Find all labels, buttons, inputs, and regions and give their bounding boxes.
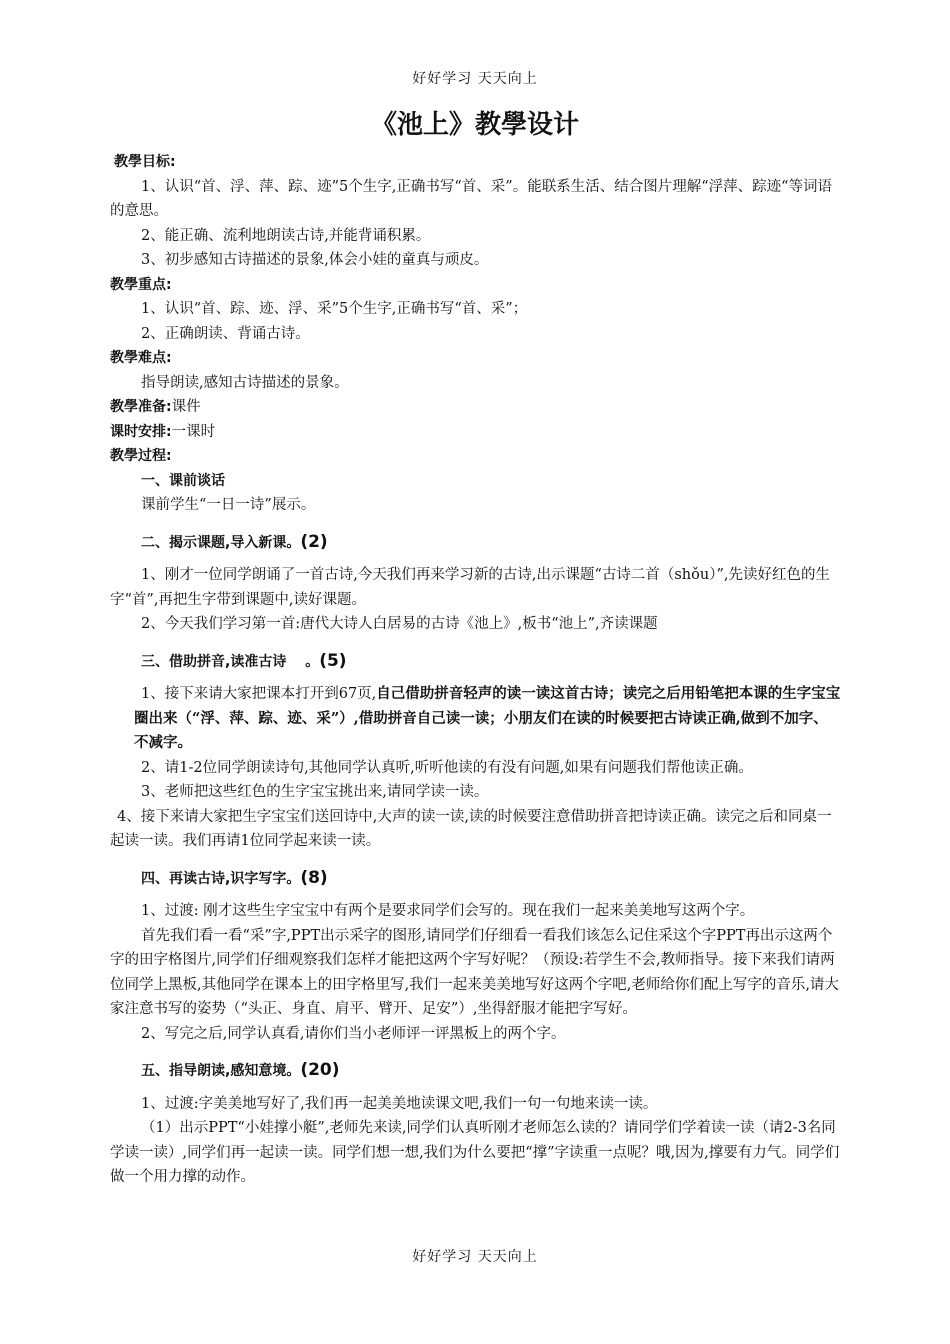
section-2-paragraph: 2、今天我们学习第一首:唐代大诗人白居易的古诗《池上》,板书“池上”,齐读课题 bbox=[141, 616, 658, 632]
page-header: 好好学习 天天向上 bbox=[412, 71, 538, 87]
section-4-title: 四、再读古诗,识字写字。(8) bbox=[141, 867, 328, 888]
section-1-paragraph: 课前学生“一日一诗”展示。 bbox=[141, 497, 316, 513]
section-5-title: 五、指导朗读,感知意境。(20) bbox=[141, 1060, 340, 1080]
difficulties-text: 指导朗读,感知古诗描述的景象。 bbox=[141, 374, 349, 391]
schedule-line: 课时安排:一课时 bbox=[110, 423, 216, 440]
section-4-paragraph: 2、写完之后,同学认真看,请你们当小老师评一评黑板上的两个字。 bbox=[141, 1025, 566, 1042]
objective-item: 3、初步感知古诗描述的景象,体会小娃的童真与顽皮。 bbox=[141, 252, 489, 268]
key-point-item: 2、正确朗读、背诵古诗。 bbox=[141, 325, 310, 342]
objective-item: 2、能正确、流利地朗读古诗,并能背诵积累。 bbox=[141, 227, 431, 244]
section-1-title: 一、课前谈话 bbox=[141, 472, 225, 489]
preparation-line: 教學准备:课件 bbox=[110, 399, 201, 415]
key-point-item: 1、认识“首、踪、迹、浮、采”5个生字,正确书写“首、采”； bbox=[141, 301, 528, 317]
objective-item: 1、认识“首、浮、萍、踪、迹”5个生字,正确书写“首、采”。能联系生活、结合图片理解“浮萍、踪迹“等词语的意思。 bbox=[110, 178, 833, 219]
difficulties-heading: 教學难点: bbox=[110, 350, 172, 366]
process-heading: 教學过程: bbox=[110, 448, 172, 464]
section-5-paragraph: （1）出示PPT“小娃撑小艇”,老师先来读,同学们认真听刚才老师怎么读的？请同学们学着读一读（请2-3名同学读一读）,同学们再一起读一读。同学们想一想,我们为什么要把“撑”字读重一点呢？哦,因为,撑要有力气。同学们做一个用力撑的动作。 bbox=[110, 1120, 840, 1185]
objectives-heading: 教學目标: bbox=[114, 154, 176, 170]
section-4-paragraph: 1、过渡: 刚才这些生字宝宝中有两个是要求同学们会写的。现在我们一起来美美地写这两个字。 bbox=[141, 903, 755, 919]
section-5-paragraph: 1、过渡:字美美地写好了,我们再一起美美地读课文吧,我们一句一句地来读一读。 bbox=[141, 1095, 658, 1112]
section-4-paragraph: 首先我们看一看“采”字,PPT出示采字的图形,请同学们仔细看一看我们该怎么记住采这个字PPT再出示这两个字的田字格图片,同学们仔细观察我们怎样才能把这两个字写好呢？（预设:若学生不会,教师指导。接下来我们请两位同学上黑板,其他同学在课本上的田字格里写,我们一起来美美地写好这两个字吧,老师给你们配上写字的音乐,请大家注意书写的姿势（“头正、身直、肩平、臂开、足安”）,坐得舒服才能把字写好。 bbox=[110, 927, 839, 1017]
document-title: 《池上》教學设计 bbox=[370, 110, 579, 140]
section-3-paragraph: 4、接下来请大家把生字宝宝们送回诗中,大声的读一读,读的时候要注意借助拼音把诗读正确。读完之后和同桌一起读一读。我们再请1位同学起来读一读。 bbox=[110, 808, 832, 849]
section-3-paragraph: 3、老师把这些红色的生字宝宝挑出来,请同学读一读。 bbox=[141, 784, 489, 800]
page-footer: 好好学习 天天向上 bbox=[412, 1249, 538, 1265]
section-3-paragraph: 2、请1-2位同学朗读诗句,其他同学认真听,听听他读的有没有问题,如果有问题我们帮他读正确。 bbox=[141, 759, 753, 776]
section-2-title: 二、揭示课题,导入新课。(2) bbox=[141, 531, 328, 552]
key-points-heading: 教學重点: bbox=[110, 276, 172, 293]
document-body bbox=[110, 150, 842, 1190]
section-2-paragraph: 1、刚才一位同学朗诵了一首古诗,今天我们再来学习新的古诗,出示课题“古诗二首（shǒu）”,先读好红色的生字“首”,再把生字带到课题中,读好课题。 bbox=[110, 567, 830, 608]
section-3-paragraph: 1、接下来请大家把课本打开到67页,自己借助拼音轻声的读一读这首古诗；读完之后用铅笔把本课的生字宝宝圈出来（“浮、萍、踪、迹、采”）,借助拼音自己读一读；小朋友们在读的时候要把古诗读正确,做到不加字、不减字。 bbox=[134, 685, 841, 751]
section-3-title: 三、借助拼音,读准古诗 。(5) bbox=[141, 650, 347, 671]
